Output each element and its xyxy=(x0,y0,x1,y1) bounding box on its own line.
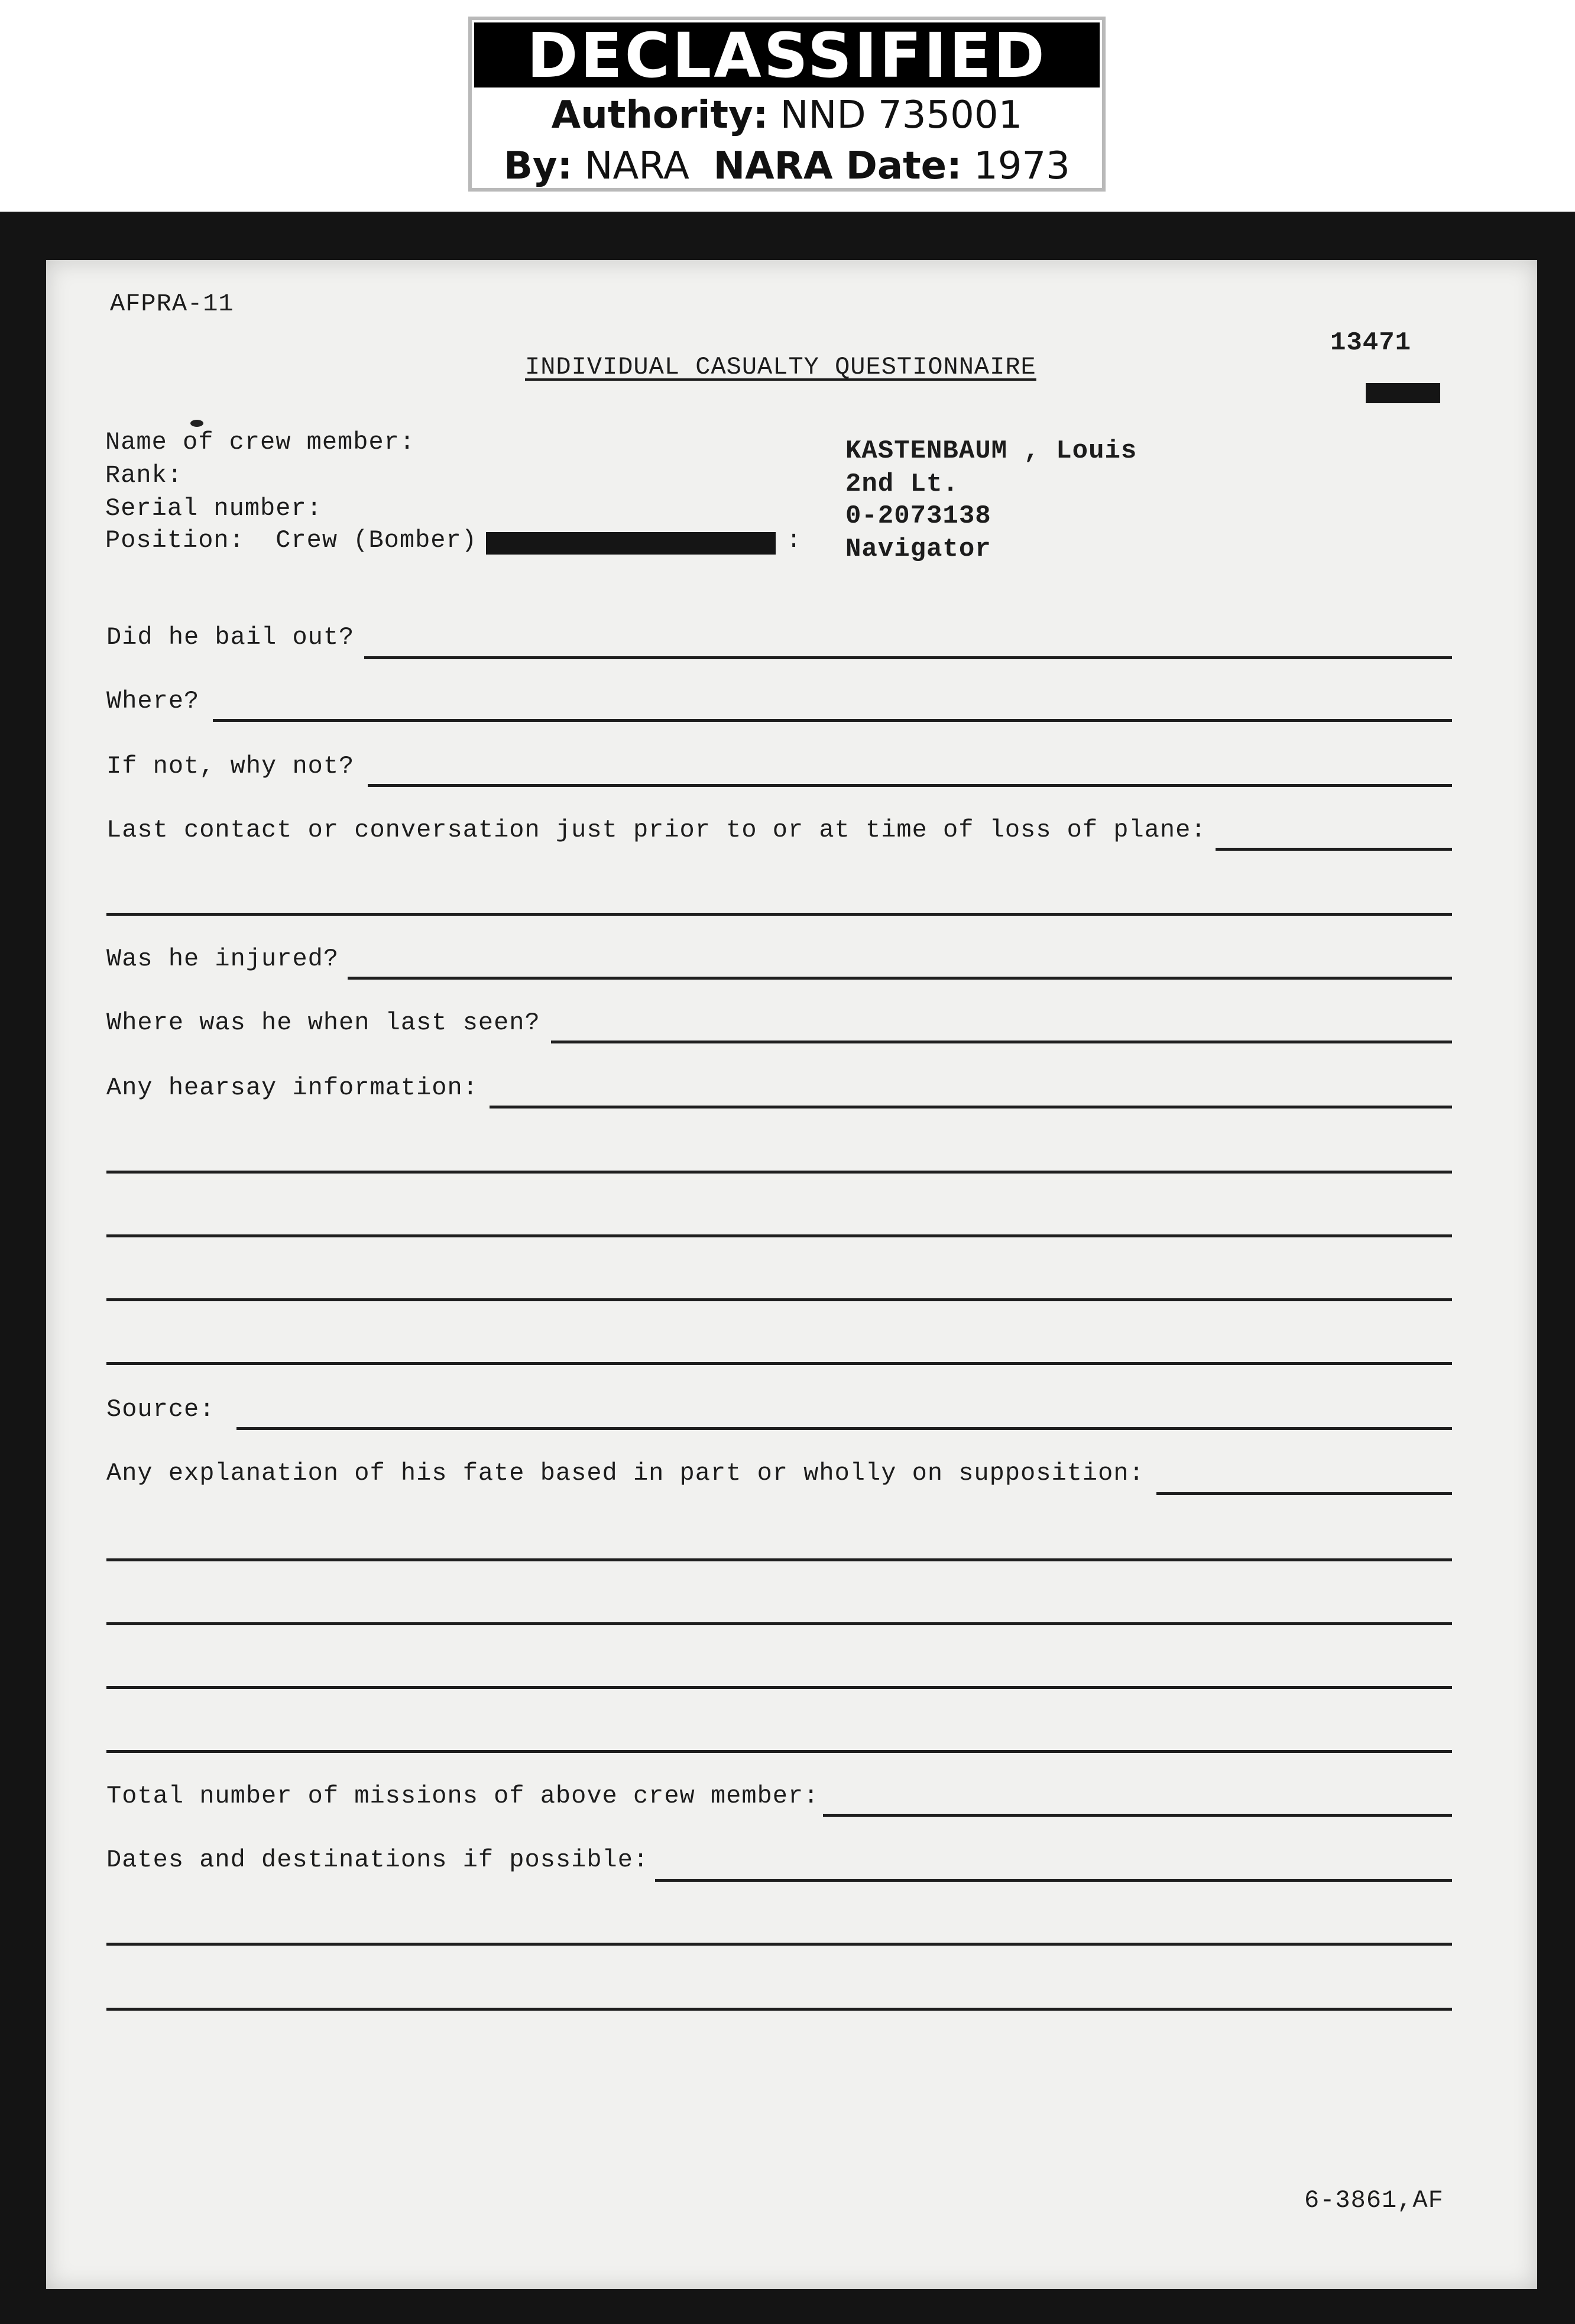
stamp-authority-value: NND 735001 xyxy=(780,93,1023,137)
crew-name-label: Name of crew member: xyxy=(105,428,416,456)
question-explanation: Any explanation of his fate based in part or wholly on supposition: xyxy=(106,1459,1145,1487)
answer-line xyxy=(106,1362,1452,1365)
stamp-authority-label: Authority: xyxy=(551,93,769,137)
question-dates-destinations: Dates and destinations if possible: xyxy=(106,1846,649,1874)
answer-line xyxy=(106,1943,1452,1946)
answer-line xyxy=(823,1814,1452,1817)
serial-number-value: 0-2073138 xyxy=(845,501,991,531)
answer-line xyxy=(106,2008,1452,2011)
answer-line xyxy=(551,1041,1452,1043)
crew-name-value: KASTENBAUM , Louis xyxy=(845,436,1138,466)
declassified-stamp xyxy=(468,17,1106,192)
question-hearsay: Any hearsay information: xyxy=(106,1074,478,1102)
answer-line xyxy=(368,784,1452,787)
stamp-date-value: 1973 xyxy=(974,144,1070,188)
stamp-date-label: NARA Date: xyxy=(713,144,962,188)
answer-line xyxy=(106,1750,1452,1753)
position-colon: : xyxy=(786,526,802,555)
question-why-not: If not, why not? xyxy=(106,752,355,780)
question-where: Where? xyxy=(106,687,200,715)
rank-label: Rank: xyxy=(105,461,183,490)
answer-line xyxy=(106,1234,1452,1237)
answer-line xyxy=(106,1171,1452,1174)
question-missions: Total number of missions of above crew member: xyxy=(106,1782,819,1810)
question-source: Source: xyxy=(106,1395,215,1424)
answer-line xyxy=(213,719,1452,722)
answer-line xyxy=(1216,848,1452,851)
question-last-seen: Where was he when last seen? xyxy=(106,1009,540,1037)
question-last-contact: Last contact or conversation just prior to or at time of loss of plane: xyxy=(106,816,1207,844)
form-title: INDIVIDUAL CASUALTY QUESTIONNAIRE xyxy=(525,353,1036,381)
answer-line xyxy=(106,1622,1452,1625)
questionnaire-page xyxy=(46,260,1537,2289)
question-injured: Was he injured? xyxy=(106,945,339,973)
answer-line xyxy=(364,656,1452,659)
form-code: AFPRA-11 xyxy=(110,290,234,318)
answer-line xyxy=(106,1298,1452,1301)
redacted-text xyxy=(486,532,776,555)
rank-value: 2nd Lt. xyxy=(845,469,959,499)
answer-line xyxy=(348,977,1452,980)
answer-line xyxy=(236,1427,1452,1430)
footer-form-code: 6-3861,AF xyxy=(1304,2186,1444,2215)
redaction-mark-top xyxy=(1366,383,1440,403)
answer-line xyxy=(106,913,1452,916)
stamp-by-label: By: xyxy=(504,144,573,188)
answer-line xyxy=(106,1686,1452,1689)
answer-line xyxy=(1156,1492,1452,1495)
serial-number-label: Serial number: xyxy=(105,494,322,523)
stamp-authority-row xyxy=(472,90,1102,141)
stamp-by-row xyxy=(472,141,1102,192)
ink-mark xyxy=(190,420,203,427)
stamp-title: DECLASSIFIED xyxy=(474,22,1100,87)
answer-line xyxy=(106,1558,1452,1561)
answer-line xyxy=(490,1106,1452,1108)
position-value: Navigator xyxy=(845,534,991,564)
stamp-by-value: NARA xyxy=(584,144,689,188)
position-label: Position: Crew (Bomber) xyxy=(105,526,477,555)
document-number: 13471 xyxy=(1330,328,1412,358)
question-bail-out: Did he bail out? xyxy=(106,623,355,652)
answer-line xyxy=(655,1879,1452,1882)
